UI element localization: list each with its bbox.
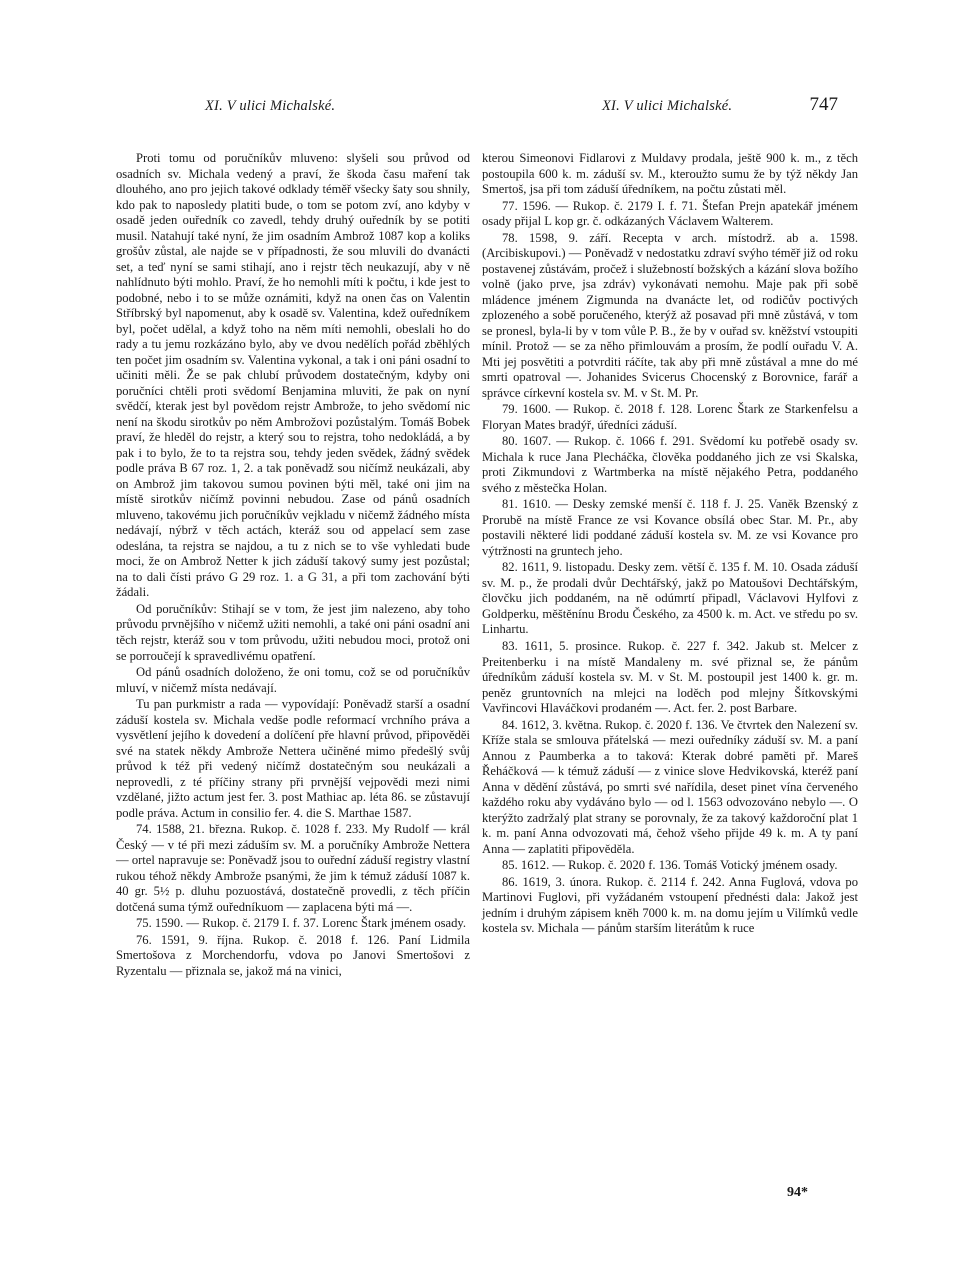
left-column: [116, 151, 470, 980]
paragraph: 79. 1600. — Rukop. č. 2018 f. 128. Lorenc Štark ze Starkenfelsu a Floryan Mates bradýř, úředníci záduší.: [482, 402, 858, 432]
paragraph: 74. 1588, 21. března. Rukop. č. 1028 f. 233. My Rudolf — král Český — v té při mezi záduším sv. M. a poručníky Ambrože Nettera — ortel napravuje se: Poněvadž jsou to ouřední záduší registry vlastní rukou téhož někdy Ambrože psanými, že jim k témuž záduší 1087 k. 40 gr. 5½ p. dluhu pozuostává, dostatečně provedli, z těch příčin dotčená suma týmž ouředníkuom — zaplacena býti má —.: [116, 822, 470, 914]
running-title-right: XI. V ulici Michalské.: [602, 98, 733, 114]
paragraph: 83. 1611, 5. prosince. Rukop. č. 227 f. 342. Jakub st. Melcer z Preitenberku i na místě Mandaleny m. své přiznal se, že pánům úředníkům záduší kostela sv. M. v St. M. postoupil jest 1400 k. gr. m. peněz gruntovních na mlejci na loděch pod mlejny Šítkovskými Vavřincovi Hlaváčkovi prodaném —. Act. fer. 2. post Barbare.: [482, 638, 858, 716]
paragraph: 82. 1611, 9. listopadu. Desky zem. větší č. 135 f. M. 10. Osada záduší sv. M. p., že prodali dvůr Dechtářský, jakž po Matoušovi Dechtářským, človčku jich poddaném, na ně odúmrtí připadl, Václavovi Hylfovi z Goldperku, měštěnínu Brodu Českého, za 4500 k. m. Act. ve středu po sv. Linhartu.: [482, 560, 858, 637]
paragraph: 76. 1591, 9. října. Rukop. č. 2018 f. 126. Paní Lidmila Smertošova z Morchendorfu, vdova po Janovi Smertošovi z Ryzentalu — přiznala se, jakož má na vinici,: [116, 932, 470, 978]
page-number: 747: [809, 94, 838, 115]
paragraph: Od poručníkův: Stihají se v tom, že jest jim nalezeno, aby toho průvodu prvnějšího v ničemž užiti nemohli, a také oni páni osadní ani těch rejstr, kteráž sou v tom průvodu, užiti nebudou moci, protož oni se porroučejí k spravedlivému opatření.: [116, 601, 470, 663]
running-title-left: XI. V ulici Michalské.: [205, 98, 336, 114]
paragraph: Od pánů osadních doloženo, že oni tomu, což se od poručníkův mluví, v ničemž místa nedávají.: [116, 665, 470, 695]
paragraph: 84. 1612, 3. května. Rukop. č. 2020 f. 136. Ve čtvrtek den Nalezení sv. Kříže stala se smlouva přátelská — mezi ouředníky záduší sv. M. a paní Annou z Paumberka a to taková: Kterak dobré paměti př. Mareš Řeháčková — k témuž záduší — z vinice slove Hedvikovská, kteréž paní Anna v dědění zůstává, po smrti své nařídila, deset pinet vína červeného každého roku aby vydáváno bylo — od l. 1563 odvozováno nebylo —. O kterýžto zadržalý plat strany se porovnaly, že za takový každoroční plat 1 k. m. paní Anna odvozovati má, čehož všeho přijde 49 k. m. A ty paní Anna — zaplatiti připověděla.: [482, 717, 858, 856]
paragraph: 75. 1590. — Rukop. č. 2179 I. f. 37. Lorenc Štark jménem osady.: [136, 916, 467, 931]
signature-mark: 94*: [787, 1185, 808, 1200]
paragraph: Proti tomu od poručníkův mluveno: slyšeli sou průvod od osadních sv. Michala vedený a praví, že škoda času maření tak dlouhého, ano pro jejich takové odklady téměř všecky šaty sou shnily, kdo pak to naposledy platiti bude, o tom se potom zví, ano kdyby v osadě jeden ouředník co zavedl, tehdy druhý ouředník by se potiti musil. Natahují také nyní, že jim osadním Ambrož 1087 kop a koliks grošův zůstal, ale najde se v případnosti, že sou mluvili do dvanácti set, a teď nyní se sami stihají, ano i rejstr těch neukazují, aby v ně nahlídnuto býti mohlo. Praví, že ho nemohli míti k počtu, i kde jest to podobné, nebo i to se může oznámiti, když na onen čas on Valentin Stříbrský byl napomenut, aby k osadě sv. Valentina, kdež ouředníkem byl, počet udělal, a když toho na něm míti nemohli, obeslali ho do rady a tu jemu rozkázáno bylo, aby ve dvou nedělích pořád zběhlých ten počet jim osadním sv. Valentina vykonal, a tak i oni páni osadní to učiniti měli. Že se pak chlubí průvodem dostatečným, kdyby oni poručníci chtěli proti svědomí Benjamina mluviti, že pak on nyní svědčí, kterak jest byl povědom rejstr Ambrože, to jeho svědomí nic není na škodu sirotkův po něm Ambrožovi pozůstalým. Tomáš Bobek praví, že hleděl do rejstr, a který sou to rejstra, toho nedokládá, a by pak i to bylo, že to ta rejstra sou, tehdy jeden svědek, žádný svědek podle práva B 67 roz. 1, 2. a tak poněvadž sou ničímž neukázali, aby on Ambrož jim takovou sumou povinen býti měl, také oni jim na místě sirotkův ničímž povinni nebudou. Zase od pánů osadních mluveno, takovému jich poručníkův vejkladu v ničemž žádného místa nedávají, nýbrž v těch actách, kteráž sou od appelací sem zase odeslána, ta rejstra se najdou, a tu z nich se to vše vyhledati bude moci, že on Ambrož Netter k jich záduší takový sumy jest pozůstal; na to dali čísti právo G 29 roz. 1. a G 31, a při tom zachování býti žádali.: [116, 151, 470, 600]
paragraph: 78. 1598, 9. září. Recepta v arch. místodrž. ab a. 1598. (Arcibiskupovi.) — Poněvadž v nedostatku zdraví svýho téměř již od roku postavenej zůstávám, pročež i služebností božských a kázání slova božího volně (jako prve, jsa zdráv) vykonávati nemohu. Maje pak při sobě mládence jménem Zigmunda na dvanácte let, od rodičův poctivých zplozeného a sobě poručeného, kterýž až posavad při mně zůstává, v tom se pronesl, byla-li by v tom vůle P. B., že by v ouřad sv. kněžství vstoupiti mínil. Protož — se za něho přimlouvám a prosím, že podlí ouřadu V. A. Mti jej posvětiti a potvrditi ráčíte, tak aby při mně zůstával a mne do mé smrti opatroval —. Johanides Svicerus Chocenský z Borovnice, farář a správce církevní kostela sv. M. v St. M. Pr.: [482, 230, 858, 400]
paragraph: 81. 1610. — Desky zemské menší č. 118 f. J. 25. Vaněk Bzenský z Prorubě na místě France ze vsi Kovance obsílá obec Star. M. Pr., aby postavili některé lidi poddané záduší kostela sv. M. ze vsi Kovance pro výtržnosti na gruntech jeho.: [482, 497, 858, 558]
right-column: [482, 151, 858, 938]
paragraph: 77. 1596. — Rukop. č. 2179 I. f. 71. Štefan Prejn apatekář jménem osady přijal L kop gr. č. odkázaných Václavem Walterem.: [482, 198, 858, 229]
paragraph: kterou Simeonovi Fidlarovi z Muldavy prodala, ještě 900 k. m., z těch postoupila 600 k. m. záduší sv. M., kteroužto sumu že by týž někdy Jan Smertoš, jsa při tom záduší úředníkem, na počtu zůstati měl.: [482, 151, 858, 197]
paragraph: 86. 1619, 3. února. Rukop. č. 2114 f. 242. Anna Fuglová, vdova po Martinovi Fuglovi, při vyžádaném vstoupení přednésti dala: Jakož jest jedním i druhým zápisem kněh 7000 k. m. na domu jejím u Vilímků vedle kostela sv. Michala — pánům starším literátům k ruce: [482, 874, 858, 936]
paragraph: 80. 1607. — Rukop. č. 1066 f. 291. Svědomí ku potřebě osady sv. Michala k ruce Jana Plecháčka, člověka poddaného jich ze vsi Skalska, proti Zikmundovi z Wartmberka na místě nějakého Petra, poddaného svého z městečka Holan.: [482, 434, 858, 495]
paragraph: 85. 1612. — Rukop. č. 2020 f. 136. Tomáš Votický jménem osady.: [502, 858, 838, 873]
paragraph: Tu pan purkmistr a rada — vypovídají: Poněvadž starší a osadní záduší kostela sv. Michala vedše podle reformací vrchního práva a vysvětlení jejího k dovedení a dolíčení pře hlavní průvod, připověděi své na statek někdy Ambrože Nettera učiněné mimo předešlý svůj průvod k též při vedený ničímž dostatečným sou neukázali a neprovedli, z té příčiny strany při prvnější vejpovědi mezi nimi vzdělané, jižto actum jest fer. 3. post Mathiac ap. léta 86. se zůstavují podle práva. Actum in consilio fer. 4. die S. Marthae 1587.: [116, 697, 470, 820]
